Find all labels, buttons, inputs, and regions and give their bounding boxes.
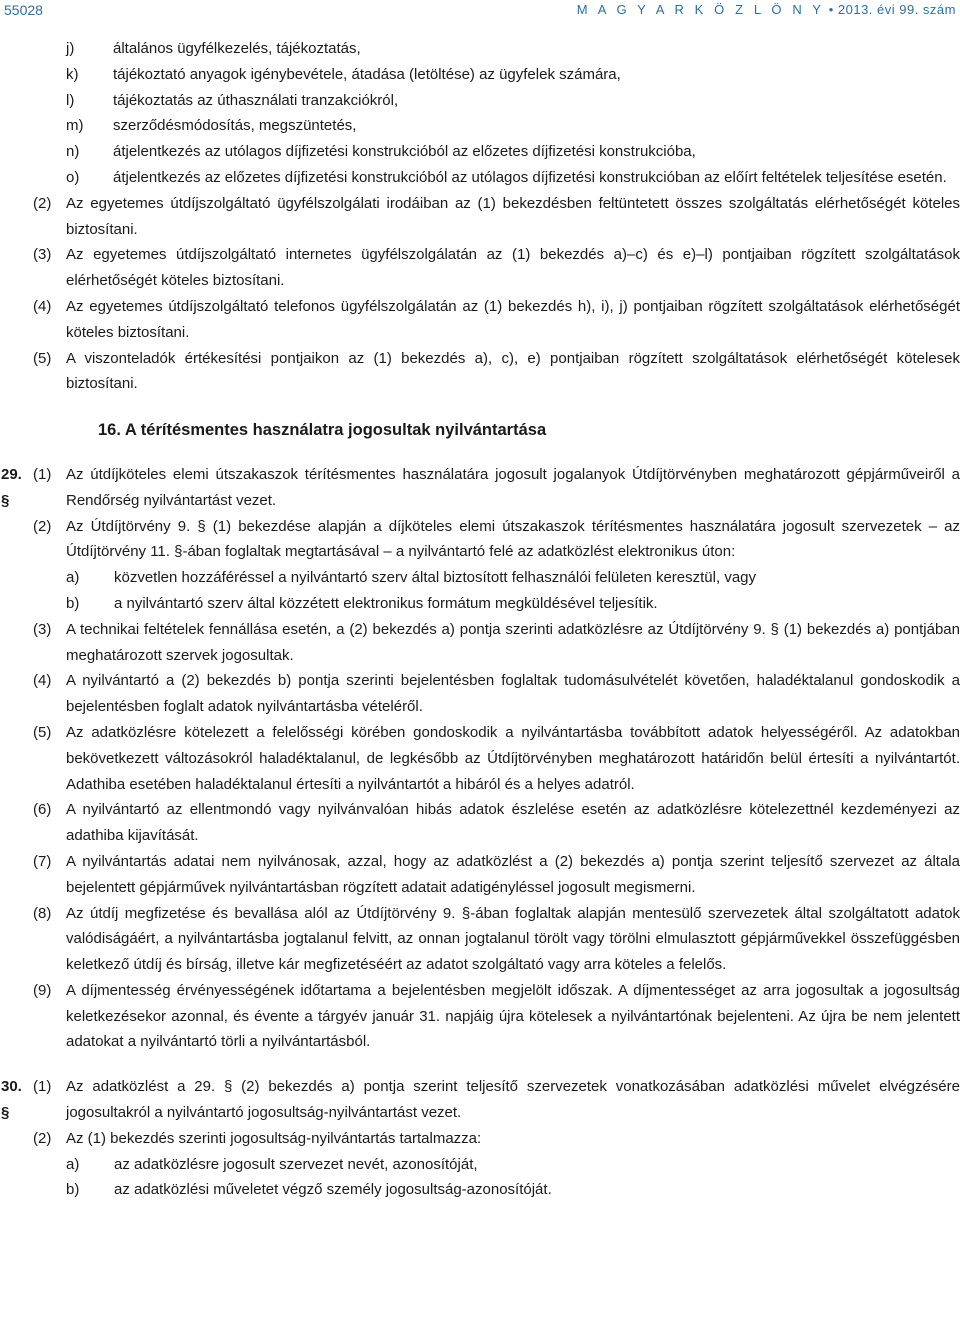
document-body	[0, 36, 960, 1203]
list-item-text: az adatközlési műveletet végző személy jogosultság-azonosítóját.	[114, 1181, 552, 1199]
paragraph-text: Az (1) bekezdés szerinti jogosultság-nyilvántartás tartalmazza:	[66, 1129, 482, 1147]
paragraph-number: (9)	[33, 981, 52, 999]
list-item	[0, 591, 960, 617]
paragraph-text: Az adatközlésre kötelezett a felelősségi körében gondoskodik a nyilvántartásba továbbított adatok helyességéről. Az adatokban bekövetkezett változásokról haladéktalanul, de legkésőbb az Útdíjtörvényben meghatározott határidőn belül értesíti a nyilvántartót. Adathiba esetében haladéktalanul értesíti a nyilvántartót a hibáról és a helyes adatról.	[66, 723, 960, 793]
paragraph	[0, 191, 960, 243]
section-30-paragraph	[0, 1074, 960, 1126]
list-item	[0, 88, 960, 114]
paragraph	[0, 346, 960, 398]
paragraph	[0, 668, 960, 720]
paragraph-number: (8)	[33, 904, 52, 922]
list-item-label: a)	[66, 1155, 80, 1173]
paragraph-number: (7)	[33, 852, 52, 870]
paragraph-text: A viszonteladók értékesítési pontjaikon az (1) bekezdés a), c), e) pontjaiban rögzített szolgáltatások elérhetőségét kötelesek biztosítani.	[66, 349, 960, 393]
paragraph-number: (3)	[33, 246, 52, 264]
section-number: 30. §	[1, 1078, 22, 1122]
running-header	[577, 2, 956, 17]
list-item-label: k)	[66, 65, 79, 83]
paragraph-number: (2)	[33, 517, 52, 535]
paragraph-text: A nyilvántartó a (2) bekezdés b) pontja szerinti bejelentésben foglaltak tudomásulvételét követően, haladéktalanul gondoskodik a bejelentésben foglalt adatok nyilvántartásba vételéről.	[66, 672, 960, 716]
paragraph-number: (1)	[33, 1078, 52, 1096]
paragraph-number: (2)	[33, 1129, 52, 1147]
paragraph	[0, 849, 960, 901]
list-item-label: o)	[66, 168, 80, 186]
paragraph-text: Az egyetemes útdíjszolgáltató ügyfélszolgálati irodáiban az (1) bekezdésben feltüntetett összes szolgáltatás elérhetőségét köteles biztosítani.	[66, 194, 960, 238]
list-item	[0, 165, 960, 191]
list-item-text: átjelentkezés az előzetes díjfizetési konstrukcióból az utólagos díjfizetési konstrukcióban az előírt feltételek teljesítése esetén.	[113, 168, 947, 186]
list-item-text: közvetlen hozzáféréssel a nyilvántartó szerv által biztosított felhasználói felületen keresztül, vagy	[114, 569, 756, 587]
paragraph-number: (5)	[33, 349, 52, 367]
paragraph-text: Az útdíjköteles elemi útszakaszok térítésmentes használatára jogosult jogalanyok Útdíjtörvényben meghatározott gépjárműveiről a Rendőrség nyilvántartást vezet.	[66, 465, 960, 509]
paragraph	[0, 514, 960, 566]
paragraph-number: (4)	[33, 672, 52, 690]
paragraph	[0, 978, 960, 1055]
list-item-text: általános ügyfélkezelés, tájékoztatás,	[113, 40, 361, 57]
section-number: 29. §	[1, 465, 22, 509]
paragraph	[0, 901, 960, 978]
list-item-text: tájékoztató anyagok igénybevétele, átadása (letöltése) az ügyfelek számára,	[113, 65, 621, 83]
list-item	[0, 36, 960, 62]
list-item	[0, 139, 960, 165]
paragraph	[0, 1126, 960, 1152]
paragraph-text: Az egyetemes útdíjszolgáltató internetes ügyfélszolgálatán az (1) bekezdés a)–c) és e)–l) pontjaiban rögzített szolgáltatások elérhetőségét köteles biztosítani.	[66, 246, 960, 290]
paragraph-text: Az útdíj megfizetése és bevallása alól az Útdíjtörvény 9. §-ában foglaltak alapján mentesülő szervezetek által szolgáltatott adatok valódiságáért, a nyilvántartásba jogtalanul felvitt, az onnan jogtalanul törölt vagy törölni elmulasztott gépjárművekkel összefüggésben keletkező útdíj és bírság, illetve kár megfizetéséért az adatot szolgáltató vagy arra köteles a felelős.	[66, 904, 960, 974]
paragraph-text: Az egyetemes útdíjszolgáltató telefonos ügyfélszolgálatán az (1) bekezdés h), i), j) pontjaiban rögzített szolgáltatások elérhetőségét köteles biztosítani.	[66, 297, 960, 341]
paragraph	[0, 797, 960, 849]
list-item-label: j)	[66, 40, 75, 57]
paragraph-number: (4)	[33, 297, 52, 315]
bullet-separator: •	[828, 2, 834, 17]
list-item-label: a)	[66, 569, 80, 587]
list-item-text: tájékoztatás az úthasználati tranzakciókról,	[113, 91, 399, 109]
paragraph	[0, 720, 960, 797]
paragraph-text: A díjmentesség érvényességének időtartama a bejelentésben megjelölt időszak. A díjmentességet az arra jogosultak a jogosultság keletkezésekor azonnal, és évente a tárgyév január 31. napjáig újra kötelesek a nyilvántartónak bejelenteni. Az újra be nem jelentett adatokat a nyilvántartó törli a nyilvántartásból.	[66, 981, 960, 1051]
list-item-label: l)	[66, 91, 75, 109]
section-29-paragraph	[0, 462, 960, 514]
paragraph-number: (1)	[33, 465, 52, 483]
paragraph-number: (5)	[33, 723, 52, 741]
list-item-text: a nyilvántartó szerv által közzétett elektronikus formátum megküldésével teljesítik.	[114, 594, 658, 612]
paragraph-text: A nyilvántartó az ellentmondó vagy nyilvánvalóan hibás adatok észlelése esetén az adatközlésre kötelezettnél kezdeményezi az adathiba kijavítását.	[66, 801, 960, 845]
list-item	[0, 1152, 960, 1178]
page-header	[0, 0, 960, 26]
list-item-label: b)	[66, 594, 80, 612]
section-heading: 16. A térítésmentes használatra jogosultak nyilvántartása	[98, 421, 547, 440]
paragraph	[0, 294, 960, 346]
year-issue: 2013. évi 99. szám	[837, 2, 956, 17]
paragraph-text: Az Útdíjtörvény 9. § (1) bekezdése alapján a díjköteles elemi útszakaszok térítésmentes használatára jogosult szervezetek – az Útdíjtörvény 11. §-ában foglaltak megtartásával – a nyilvántartó felé az adatközlést elektronikus úton:	[66, 517, 960, 561]
list-item-text: az adatközlésre jogosult szervezet nevét, azonosítóját,	[114, 1155, 478, 1173]
list-item-text: átjelentkezés az utólagos díjfizetési konstrukcióból az előzetes díjfizetési konstrukcióba,	[113, 143, 696, 161]
paragraph-number: (3)	[33, 620, 52, 638]
list-item	[0, 565, 960, 591]
paragraph	[0, 242, 960, 294]
list-item-label: b)	[66, 1181, 80, 1199]
list-item	[0, 62, 960, 88]
list-item	[0, 1177, 960, 1203]
list-item	[0, 113, 960, 139]
paragraph	[0, 617, 960, 669]
list-item-text: szerződésmódosítás, megszüntetés,	[113, 117, 357, 135]
paragraph-number: (2)	[33, 194, 52, 212]
list-item-label: n)	[66, 143, 80, 161]
paragraph-text: Az adatközlést a 29. § (2) bekezdés a) pontja szerint teljesítő szervezetek vonatkozásában adatközlési művelet elvégzésére jogosultakról a nyilvántartó jogosultság-nyilvántartást vezet.	[66, 1078, 960, 1122]
page-number: 55028	[4, 2, 43, 18]
journal-title: M A G Y A R K Ö Z L Ö N Y	[576, 2, 825, 17]
paragraph-number: (6)	[33, 801, 52, 819]
paragraph-text: A nyilvántartás adatai nem nyilvánosak, azzal, hogy az adatközlést a (2) bekezdés a) pontja szerint teljesítő szervezet az általa bejelentett gépjárművek nyilvántartásban rögzített adatait adatigényléssel jogosult megismerni.	[66, 852, 960, 896]
list-item-label: m)	[66, 117, 84, 135]
paragraph-text: A technikai feltételek fennállása esetén, a (2) bekezdés a) pontja szerinti adatközlésre az Útdíjtörvény 9. § (1) bekezdés a) pontjában meghatározott szervek jogosultak.	[66, 620, 960, 664]
